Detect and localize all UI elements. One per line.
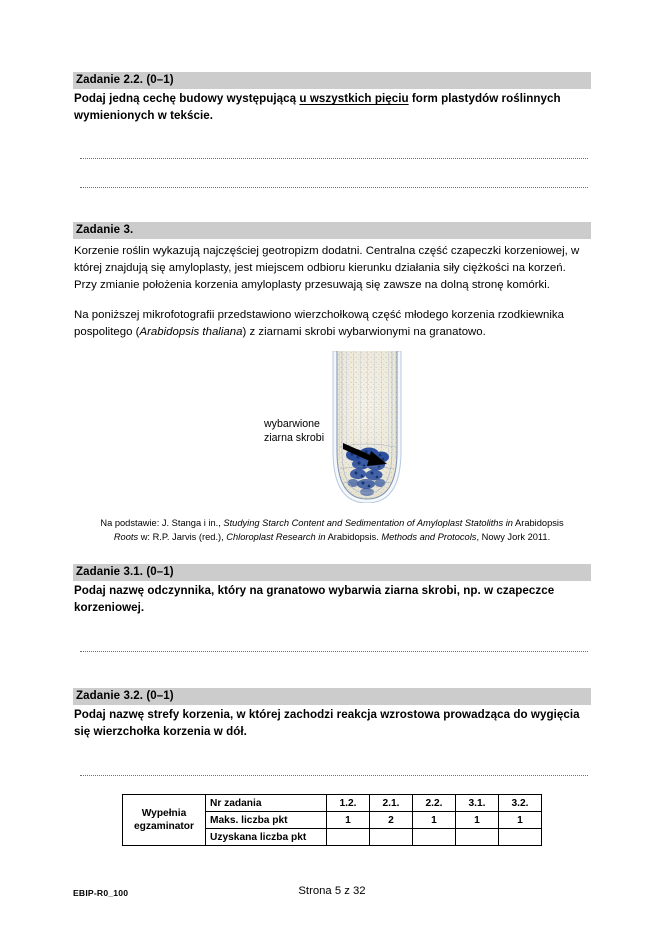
obtained-points-cell[interactable]: [456, 829, 499, 846]
task-2-2-header: Zadanie 2.2. (0–1): [73, 72, 591, 89]
task-2-2-answer-area[interactable]: [73, 141, 591, 188]
task-number-cell: 3.2.: [499, 795, 542, 812]
task-3-2-section: [73, 688, 591, 776]
obtained-points-cell[interactable]: [370, 829, 413, 846]
task-number-cell: 2.2.: [413, 795, 456, 812]
answer-line[interactable]: [80, 634, 588, 652]
max-points-cell: 1: [456, 812, 499, 829]
species-name: Arabidopsis thaliana: [139, 325, 243, 338]
obtained-points-cell[interactable]: [499, 829, 542, 846]
caption-italic-3: Chloroplast Research in: [226, 531, 326, 542]
task-2-2-prompt-part2: form plastydów roślinnych wymienionych w tekście.: [74, 92, 561, 122]
task-3-header: Zadanie 3.: [73, 222, 591, 239]
task-2-2-section: [73, 0, 591, 188]
score-table-wrapper: [73, 794, 591, 846]
page-number: Strona 5 z 32: [298, 885, 366, 897]
caption-part-5: , Nowy Jork 2011.: [476, 531, 551, 542]
figure-source-caption: [95, 517, 569, 544]
task-number-cell: 1.2.: [327, 795, 370, 812]
row-label-max-points: Maks. liczba pkt: [206, 812, 327, 829]
callout-line-2: ziarna skrobi: [264, 432, 325, 445]
answer-line[interactable]: [80, 141, 588, 159]
examiner-label-line-1: Wypełnia: [141, 808, 187, 820]
task-3-1-header: Zadanie 3.1. (0–1): [73, 564, 591, 581]
task-3-2-prompt: Podaj nazwę strefy korzenia, w której zachodzi reakcja wzrostowa prowadząca do wygięcia się wierzchołka korzenia w dół.: [74, 708, 580, 738]
root-tip-figure: [73, 349, 591, 509]
examiner-label-line-2: egzaminator: [133, 821, 194, 833]
task-2-2-prompt-underlined: u wszystkich pięciu: [299, 92, 409, 105]
task-3-2-answer-area[interactable]: [73, 758, 591, 776]
max-points-cell: 1: [327, 812, 370, 829]
max-points-cell: 2: [370, 812, 413, 829]
examiner-label-cell: [123, 795, 206, 846]
root-tip-micrograph: [325, 351, 409, 503]
caption-part-3: w: R.P. Jarvis (red.),: [138, 531, 227, 542]
task-3-1-answer-area[interactable]: [73, 634, 591, 652]
callout-line-1: wybarwione: [264, 418, 320, 431]
task-2-2-prompt-part1: Podaj jedną cechę budowy występującą: [74, 92, 300, 105]
task-3-paragraph-1: Korzenie roślin wykazują najczęściej geotropizm dodatni. Centralna część czapeczki korzeniowej, w której znajdują się amyloplasty, jest miejscem odbioru kierunku działania siły ciężkości na korzeń. Przy zmianie położenia korzenia amyloplasty przesuwają się zawsze na dolną stronę komórki.: [74, 245, 580, 292]
task-3-1-section: [73, 564, 591, 652]
exam-code: EBIP-R0_100: [73, 888, 129, 898]
task-number-cell: 2.1.: [370, 795, 413, 812]
max-points-cell: 1: [499, 812, 542, 829]
caption-part-1: Na podstawie: J. Stanga i in.,: [100, 518, 224, 529]
row-label-obtained-points: Uzyskana liczba pkt: [206, 829, 327, 846]
figure-callout: [264, 417, 324, 445]
caption-part-4: Arabidopsis.: [325, 531, 382, 542]
page-footer: [0, 885, 664, 905]
task-3-section: [73, 222, 591, 544]
obtained-points-cell[interactable]: [413, 829, 456, 846]
caption-italic-1: Studying Starch Content and Sedimentation of Amyloplast Statoliths in: [223, 518, 513, 529]
obtained-points-cell[interactable]: [327, 829, 370, 846]
caption-part-2: Arabidopsis: [512, 518, 564, 529]
caption-italic-4: Methods and Protocols: [381, 531, 477, 542]
task-3-1-prompt: Podaj nazwę odczynnika, który na granatowo wybarwia ziarna skrobi, np. w czapeczce korzeniowej.: [74, 584, 555, 614]
task-3-paragraph-2: [73, 307, 591, 341]
task-3-paragraph-2-part1: Na poniższej mikrofotografii przedstawiono wierzchołkową część młodego korzenia rzodkiewnika pospolitego (: [74, 308, 564, 338]
arrow-right-down-icon: [341, 438, 397, 468]
examiner-score-table: [122, 794, 542, 846]
task-3-paragraph-2-part2: ) z ziarnami skrobi wybarwionymi na granatowo.: [242, 325, 486, 338]
caption-italic-2: Roots: [113, 531, 139, 542]
answer-line[interactable]: [80, 170, 588, 188]
table-row: [123, 795, 542, 812]
answer-line[interactable]: [80, 758, 588, 776]
max-points-cell: 1: [413, 812, 456, 829]
task-2-2-prompt: [73, 91, 591, 124]
task-number-cell: 3.1.: [456, 795, 499, 812]
row-label-task-number: Nr zadania: [206, 795, 327, 812]
task-3-2-header: Zadanie 3.2. (0–1): [73, 688, 591, 705]
